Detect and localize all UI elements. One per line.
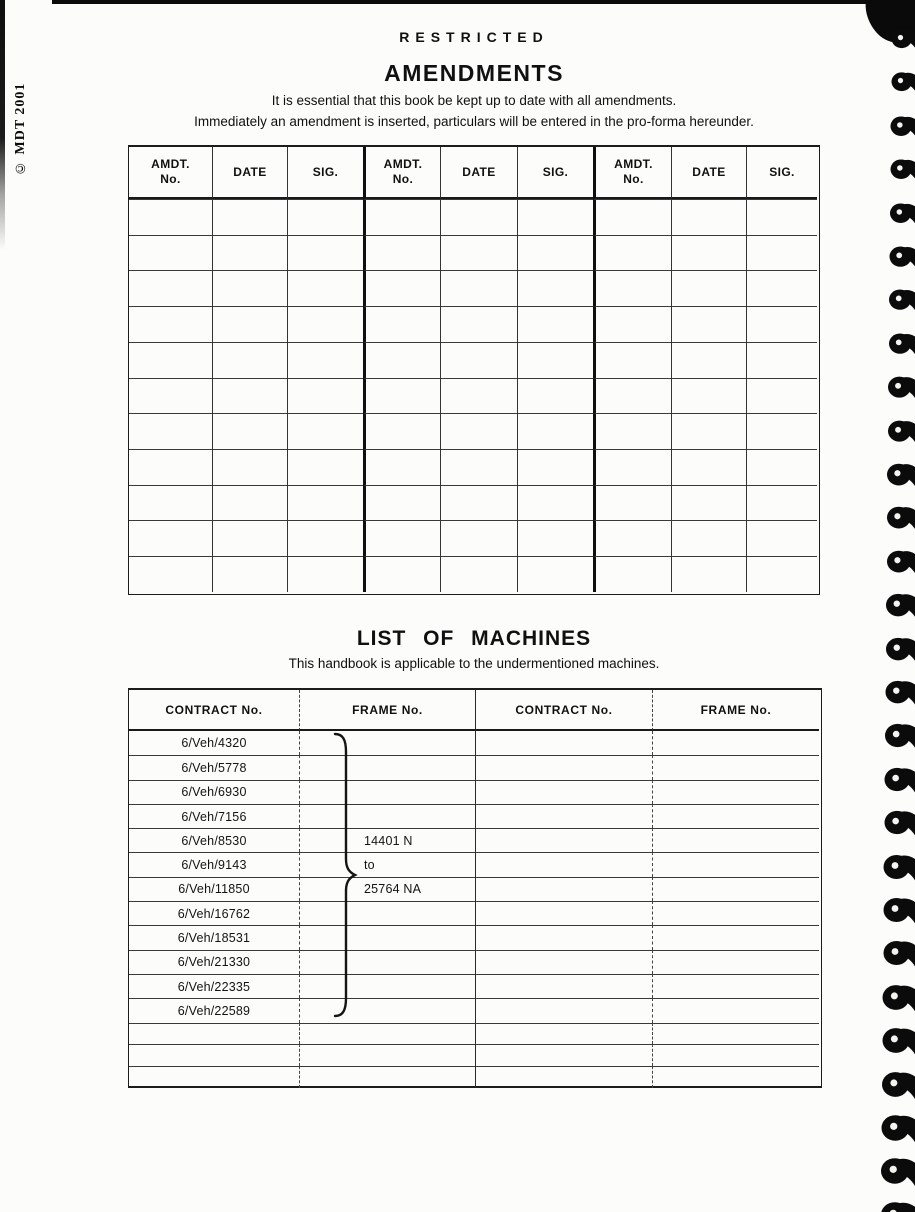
amendments-empty-cell (593, 449, 671, 485)
amendments-empty-cell (363, 556, 440, 592)
amendments-empty-cell (671, 199, 746, 235)
spiral-binding-ring (885, 548, 915, 577)
contract-number-cell: 6/Veh/16762 (129, 901, 299, 925)
frame-number-cell-empty (652, 877, 819, 901)
spiral-binding-ring (879, 1069, 915, 1102)
frame-number-cell (299, 780, 475, 804)
amendments-empty-cell (129, 520, 212, 556)
amendments-empty-cell (129, 235, 212, 271)
amendments-empty-cell (593, 520, 671, 556)
machines-empty-cell (299, 1044, 475, 1066)
amendments-empty-cell (440, 199, 517, 235)
copyright-stamp: © MDT 2001 (13, 82, 28, 175)
amendments-empty-cell (363, 520, 440, 556)
machines-column-header: FRAME No. (299, 690, 475, 731)
contract-number-cell-empty (475, 731, 652, 755)
amendments-empty-cell (517, 485, 593, 521)
frame-number-cell (299, 925, 475, 949)
amendments-empty-cell (440, 520, 517, 556)
spiral-binding-ring (882, 808, 915, 839)
frame-number-cell-empty (652, 755, 819, 779)
amendments-empty-cell (593, 378, 671, 414)
amendments-empty-cell (671, 306, 746, 342)
amendments-header-amdt-line1: AMDT. (151, 157, 190, 171)
spiral-binding-ring (883, 678, 915, 708)
amendments-empty-cell (671, 270, 746, 306)
spiral-binding-ring (881, 852, 915, 884)
amendments-header-sig: SIG. (517, 147, 593, 199)
amendments-empty-cell (363, 342, 440, 378)
amendments-empty-cell (129, 270, 212, 306)
amendments-empty-cell (129, 556, 212, 592)
spiral-binding-ring (881, 938, 915, 970)
amendments-empty-cell (517, 449, 593, 485)
amendments-empty-cell (671, 449, 746, 485)
amendments-empty-cell (363, 485, 440, 521)
contract-number-cell-empty (475, 780, 652, 804)
amendments-empty-cell (517, 270, 593, 306)
spiral-binding-ring (887, 331, 915, 358)
contract-number-cell: 6/Veh/18531 (129, 925, 299, 949)
amendments-empty-cell (517, 199, 593, 235)
spiral-binding-ring (886, 418, 915, 446)
amendments-empty-cell (129, 485, 212, 521)
right-brace-icon (331, 731, 359, 1019)
frame-number-cell-empty (652, 925, 819, 949)
amendments-empty-cell (363, 235, 440, 271)
frame-number-cell (299, 804, 475, 828)
machines-column-header: CONTRACT No. (475, 690, 652, 731)
amendments-empty-cell (517, 378, 593, 414)
amendments-intro-line1: It is essential that this book be kept up to date with all amendments. (271, 93, 677, 108)
contract-number-cell-empty (475, 901, 652, 925)
frame-number-cell-empty (652, 998, 819, 1022)
amendments-empty-cell (746, 520, 817, 556)
frame-number-cell (299, 901, 475, 925)
amendments-empty-cell (129, 199, 212, 235)
machines-empty-cell (129, 1023, 299, 1045)
contract-number-cell-empty (475, 828, 652, 852)
amendments-empty-cell (593, 235, 671, 271)
spiral-binding-ring (878, 1199, 915, 1212)
contract-number-cell-empty (475, 755, 652, 779)
contract-number-cell: 6/Veh/4320 (181, 736, 247, 751)
machines-empty-cell (475, 1023, 652, 1045)
amendments-empty-cell (517, 556, 593, 592)
amendments-empty-cell (517, 235, 593, 271)
amendments-empty-cell (287, 235, 363, 271)
amendments-empty-cell (212, 449, 287, 485)
spiral-binding-ring (884, 635, 915, 665)
contract-number-cell-empty (475, 998, 652, 1022)
amendments-empty-cell (671, 235, 746, 271)
amendments-header-amdt-no (129, 147, 212, 199)
amendments-empty-cell (440, 449, 517, 485)
amendments-empty-cell (212, 270, 287, 306)
amendments-empty-cell (593, 413, 671, 449)
amendments-empty-cell (746, 199, 817, 235)
amendments-empty-cell (517, 413, 593, 449)
amendments-empty-cell (671, 342, 746, 378)
amendments-empty-cell (593, 485, 671, 521)
amendments-empty-cell (593, 199, 671, 235)
contract-number-cell-empty (475, 804, 652, 828)
amendments-empty-cell (287, 378, 363, 414)
amendments-empty-cell (363, 270, 440, 306)
frame-number-cell: 25764 NA (299, 877, 475, 901)
frame-number-cell-empty (652, 731, 819, 755)
classification-heading: RESTRICTED (399, 29, 549, 45)
amendments-empty-cell (671, 556, 746, 592)
spiral-binding-ring (883, 721, 915, 752)
amendments-empty-cell (129, 306, 212, 342)
amendments-empty-cell (746, 342, 817, 378)
frame-number-cell-empty (652, 950, 819, 974)
spiral-binding-ring (885, 461, 915, 490)
amendments-empty-cell (212, 199, 287, 235)
machines-column-header: FRAME No. (652, 690, 819, 731)
machines-empty-cell (475, 1044, 652, 1066)
amendments-empty-cell (440, 235, 517, 271)
contract-number-cell: 6/Veh/22589 (129, 998, 299, 1022)
amendments-empty-cell (517, 306, 593, 342)
amendments-title: AMENDMENTS (384, 60, 564, 86)
spiral-binding-ring (880, 1025, 915, 1058)
amendments-empty-cell (671, 413, 746, 449)
contract-number-cell: 6/Veh/6930 (129, 780, 299, 804)
amendments-empty-cell (440, 413, 517, 449)
frame-number-cell-empty (652, 852, 819, 876)
contract-number-cell: 6/Veh/7156 (129, 804, 299, 828)
frame-number-cell: to (299, 852, 475, 876)
spiral-binding-ring (890, 27, 915, 52)
amendments-empty-cell (212, 556, 287, 592)
amendments-empty-cell (593, 306, 671, 342)
amendments-empty-cell (129, 378, 212, 414)
amendments-header-amdt-line2: No. (392, 172, 414, 186)
contract-number-cell-empty (475, 925, 652, 949)
frame-number-cell-empty (652, 780, 819, 804)
contract-number-cell-empty (475, 877, 652, 901)
amendments-empty-cell (129, 342, 212, 378)
amendments-header-amdt-line1: AMDT. (614, 157, 653, 171)
spiral-binding-ring (890, 70, 915, 95)
amendments-empty-cell (212, 306, 287, 342)
frame-number-cell (299, 974, 475, 998)
amendments-empty-cell (671, 378, 746, 414)
spiral-binding-ring (887, 287, 915, 314)
contract-number-cell: 6/Veh/5778 (129, 755, 299, 779)
spiral-binding-ring (888, 244, 915, 271)
amendments-empty-cell (212, 378, 287, 414)
machines-column-header: CONTRACT No. (129, 690, 299, 731)
amendments-empty-cell (287, 413, 363, 449)
amendments-empty-cell (746, 449, 817, 485)
frame-number-cell: 14401 N (299, 828, 475, 852)
machines-empty-cell (652, 1023, 819, 1045)
amendments-header-date: DATE (671, 147, 746, 199)
amendments-empty-cell (440, 556, 517, 592)
amendments-empty-cell (593, 270, 671, 306)
amendments-empty-cell (363, 449, 440, 485)
amendments-empty-cell (440, 270, 517, 306)
frame-number-cell (299, 731, 475, 755)
scan-left-edge-artifact (0, 0, 5, 250)
spiral-binding-ring (882, 765, 915, 796)
amendments-empty-cell (746, 235, 817, 271)
scan-top-edge-line (52, 0, 915, 4)
spiral-binding-ring (879, 1112, 915, 1146)
machines-table (128, 688, 822, 1088)
amendments-intro-line2: Immediately an amendment is inserted, particulars will be entered in the pro-forma hereunder. (194, 114, 754, 129)
amendments-empty-cell (746, 556, 817, 592)
amendments-empty-cell (363, 378, 440, 414)
amendments-empty-cell (287, 270, 363, 306)
amendments-header-sig: SIG. (287, 147, 363, 199)
amendments-empty-cell (746, 378, 817, 414)
list-of-machines-subtitle: This handbook is applicable to the undermentioned machines. (288, 656, 660, 671)
frame-number-cell (299, 950, 475, 974)
amendments-header-amdt-line1: AMDT. (383, 157, 423, 171)
machines-empty-cell (652, 1044, 819, 1066)
amendments-header-date: DATE (440, 147, 517, 199)
amendments-empty-cell (287, 449, 363, 485)
amendments-empty-cell (212, 413, 287, 449)
amendments-header-amdt-line2: No. (623, 172, 644, 186)
amendments-empty-cell (440, 342, 517, 378)
frame-number-cell-empty (652, 804, 819, 828)
amendments-empty-cell (363, 306, 440, 342)
contract-number-cell-empty (475, 950, 652, 974)
amendments-header-amdt-line2: No. (160, 172, 181, 186)
spiral-binding-ring (881, 895, 915, 927)
amendments-empty-cell (363, 199, 440, 235)
amendments-empty-cell (129, 449, 212, 485)
amendments-empty-cell (746, 485, 817, 521)
spiral-binding-ring (878, 1155, 915, 1189)
spiral-binding-ring (886, 374, 915, 402)
amendments-empty-cell (287, 306, 363, 342)
contract-number-cell: 6/Veh/22335 (129, 974, 299, 998)
amendments-empty-cell (746, 413, 817, 449)
amendments-empty-cell (593, 556, 671, 592)
amendments-empty-cell (363, 413, 440, 449)
contract-number-cell: 6/Veh/21330 (129, 950, 299, 974)
amendments-empty-cell (746, 306, 817, 342)
spiral-binding-ring (884, 591, 915, 621)
amendments-header-amdt-no (363, 147, 440, 199)
contract-number-cell: 6/Veh/8530 (129, 828, 299, 852)
amendments-empty-cell (287, 556, 363, 592)
amendments-empty-cell (671, 520, 746, 556)
amendments-empty-cell (212, 235, 287, 271)
amendments-empty-cell (287, 342, 363, 378)
amendments-empty-cell (440, 485, 517, 521)
amendments-empty-cell (593, 342, 671, 378)
machines-empty-cell (475, 1066, 652, 1088)
amendments-empty-cell (671, 485, 746, 521)
spiral-binding-ring (880, 982, 915, 1015)
amendments-header-date: DATE (212, 147, 287, 199)
contract-number-cell-empty (475, 974, 652, 998)
frame-number-cell-empty (652, 828, 819, 852)
machines-empty-cell (652, 1066, 819, 1088)
amendments-empty-cell (440, 378, 517, 414)
amendments-empty-cell (440, 306, 517, 342)
amendments-empty-cell (212, 485, 287, 521)
contract-number-cell: 6/Veh/11850 (129, 877, 299, 901)
amendments-header-amdt-no (593, 147, 671, 199)
amendments-header-sig: SIG. (746, 147, 817, 199)
amendments-empty-cell (517, 342, 593, 378)
machines-empty-cell (129, 1044, 299, 1066)
amendments-empty-cell (129, 413, 212, 449)
contract-number-cell: 6/Veh/9143 (129, 852, 299, 876)
amendments-empty-cell (746, 270, 817, 306)
amendments-empty-cell (287, 199, 363, 235)
amendments-empty-cell (287, 485, 363, 521)
spiral-binding-ring (888, 201, 915, 227)
contract-number-cell-empty (475, 852, 652, 876)
amendments-empty-cell (212, 342, 287, 378)
amendments-empty-cell (287, 520, 363, 556)
spiral-binding-ring (889, 157, 915, 183)
frame-number-cell-empty (652, 901, 819, 925)
machines-empty-cell (299, 1023, 475, 1045)
machines-empty-cell (129, 1066, 299, 1088)
amendments-empty-cell (212, 520, 287, 556)
spiral-binding-ring (889, 114, 915, 140)
frame-number-cell-empty (652, 974, 819, 998)
amendments-empty-cell (517, 520, 593, 556)
frame-number-cell (299, 998, 475, 1022)
amendments-table (128, 145, 820, 595)
frame-number-cell (299, 755, 475, 779)
spiral-binding-ring (885, 504, 915, 533)
machines-empty-cell (299, 1066, 475, 1088)
list-of-machines-title: LIST OF MACHINES (356, 627, 592, 650)
